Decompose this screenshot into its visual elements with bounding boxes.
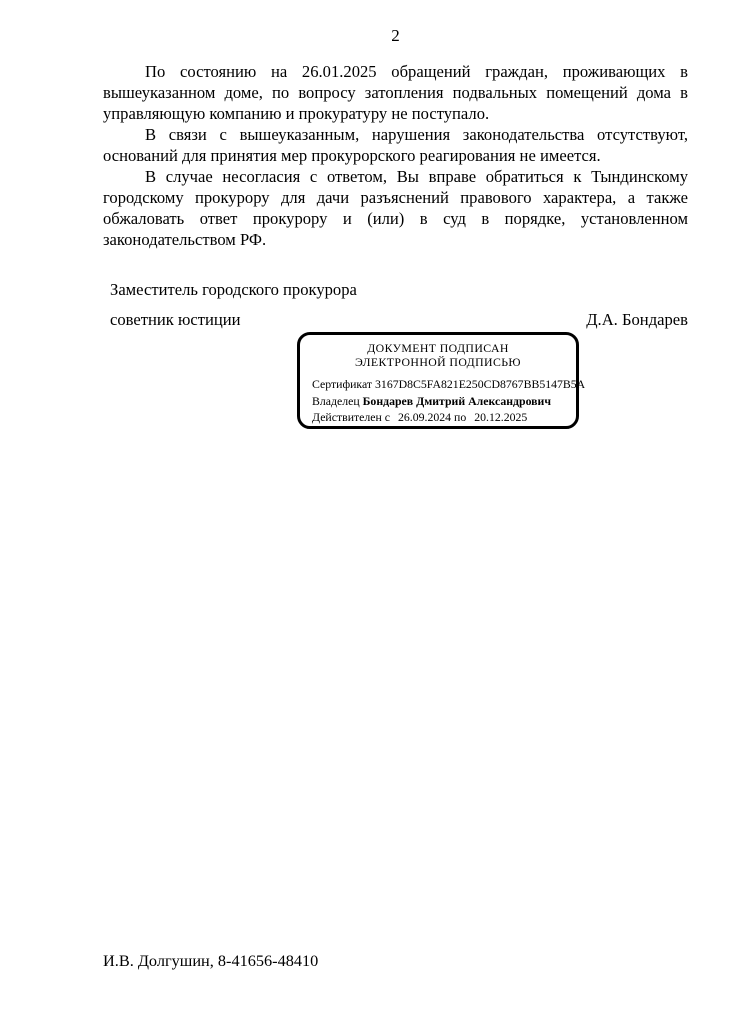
paragraph-appeal-rights: В случае несогласия с ответом, Вы вправе обратиться к Тындинскому городскому прокурору для дачи разъяснений правового характера, а также обжаловать ответ прокурору и (или) в суд в порядке, установленном законодательством РФ. [103, 167, 688, 249]
stamp-validity-line [312, 409, 564, 426]
validity-to: 20.12.2025 [474, 410, 528, 424]
stamp-certificate-line [312, 376, 586, 393]
certificate-value: 3167D8C5FA821E250CD8767BB5147B5A [375, 377, 586, 391]
signature-row [110, 309, 688, 330]
owner-label: Владелец [312, 393, 360, 408]
page-number: 2 [391, 26, 400, 45]
electronic-signature-stamp [297, 332, 586, 429]
stamp-title-line2: ЭЛЕКТРОННОЙ ПОДПИСЬЮ [355, 354, 521, 369]
signature-block [110, 279, 688, 330]
stamp-details [312, 376, 586, 426]
validity-from: 26.09.2024 [397, 410, 452, 424]
stamp-title [312, 342, 564, 369]
certificate-label: Сертификат [312, 377, 373, 391]
executor-footer: И.В. Долгушин, 8-41656-48410 [103, 951, 319, 970]
body-text [103, 61, 688, 250]
signer-name: Д.А. Бондарев [586, 310, 688, 329]
owner-value: Бондарев Дмитрий Александрович [362, 393, 552, 408]
stamp-owner-line [312, 393, 564, 410]
stamp-title-line1: ДОКУМЕНТ ПОДПИСАН [367, 341, 509, 355]
signer-position-line1: Заместитель городского прокурора [110, 280, 357, 299]
validity-label: Действителен с [312, 410, 391, 424]
signer-position-line2: советник юстиции [110, 310, 241, 329]
paragraph-status: По состоянию на 26.01.2025 обращений граждан, проживающих в вышеуказанном доме, по вопросу затопления подвальных помещений дома в управляющую компанию и прокуратуру не поступало. [103, 62, 688, 123]
text-column [103, 25, 688, 330]
paragraph-conclusion: В связи с вышеуказанным, нарушения законодательства отсутствуют, оснований для принятия мер прокурорского реагирования не имеется. [103, 125, 688, 165]
validity-preposition: по [454, 410, 467, 424]
